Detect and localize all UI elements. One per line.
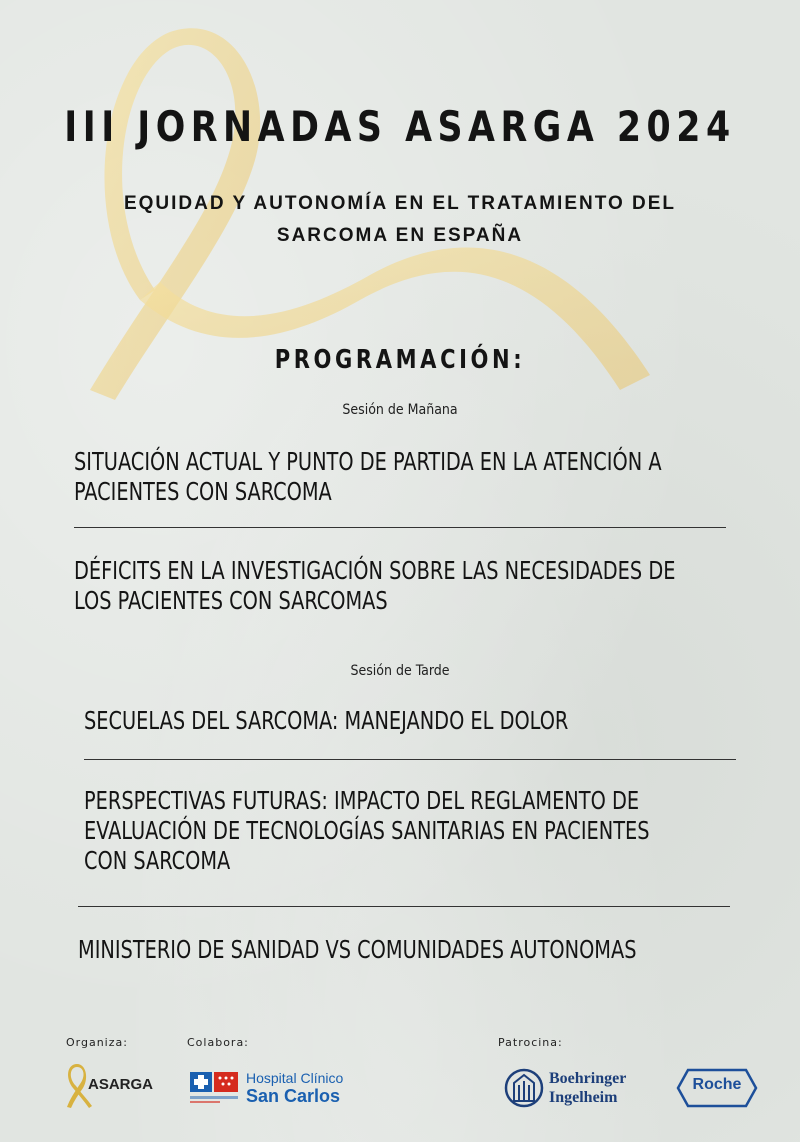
asarga-logo-text: ASARGA (88, 1076, 154, 1093)
organiza-label: Organiza: (66, 1036, 128, 1049)
afternoon-topic-1 (84, 706, 568, 736)
afternoon-topic-2 (84, 786, 650, 876)
morning-session-label: Sesión de Mañana (342, 402, 458, 418)
subtitle-line-2: SARCOMA EN ESPAÑA (276, 225, 524, 246)
afternoon-session-label: Sesión de Tarde (350, 663, 450, 679)
afternoon-topic-3 (78, 935, 637, 965)
colabora-label: Colabora: (187, 1036, 249, 1049)
program-heading: PROGRAMACIÓN: (274, 345, 526, 375)
event-title: III JORNADAS ASARGA 2024 (64, 102, 736, 151)
topic-line: PERSPECTIVAS FUTURAS: IMPACTO DEL REGLAMENTO DE (84, 786, 640, 815)
morning-topic-2 (74, 556, 675, 616)
roche-logo-text: Roche (692, 1076, 742, 1093)
divider (74, 527, 726, 528)
event-subtitle (80, 188, 720, 252)
subtitle-line-1: EQUIDAD Y AUTONOMÍA EN EL TRATAMIENTO DEL (123, 193, 677, 214)
topic-line: SECUELAS DEL SARCOMA: MANEJANDO EL DOLOR (84, 706, 569, 735)
divider (84, 759, 736, 760)
topic-line: MINISTERIO DE SANIDAD VS COMUNIDADES AUTONOMAS (78, 935, 637, 964)
divider (78, 906, 730, 907)
morning-topic-1 (74, 447, 662, 507)
patrocina-label: Patrocina: (498, 1036, 563, 1049)
topic-line: EVALUACIÓN DE TECNOLOGÍAS SANITARIAS EN PACIENTES (84, 816, 650, 845)
boehringer-name-line-2: Ingelheim (549, 1089, 618, 1106)
boehringer-logo-icon (504, 1068, 544, 1108)
topic-line: DÉFICITS EN LA INVESTIGACIÓN SOBRE LAS NECESIDADES DE (74, 556, 676, 585)
topic-line: CON SARCOMA (84, 846, 231, 875)
boehringer-name-line-1: Boehringer (549, 1070, 627, 1087)
topic-line: PACIENTES CON SARCOMA (74, 477, 332, 506)
salud-madrid-logo-icon (190, 1070, 240, 1106)
topic-line: SITUACIÓN ACTUAL Y PUNTO DE PARTIDA EN LA ATENCIÓN A (74, 447, 662, 476)
hospital-name-line-1: Hospital Clínico (246, 1070, 344, 1086)
hospital-name-line-2: San Carlos (246, 1086, 341, 1106)
topic-line: LOS PACIENTES CON SARCOMAS (74, 586, 388, 615)
